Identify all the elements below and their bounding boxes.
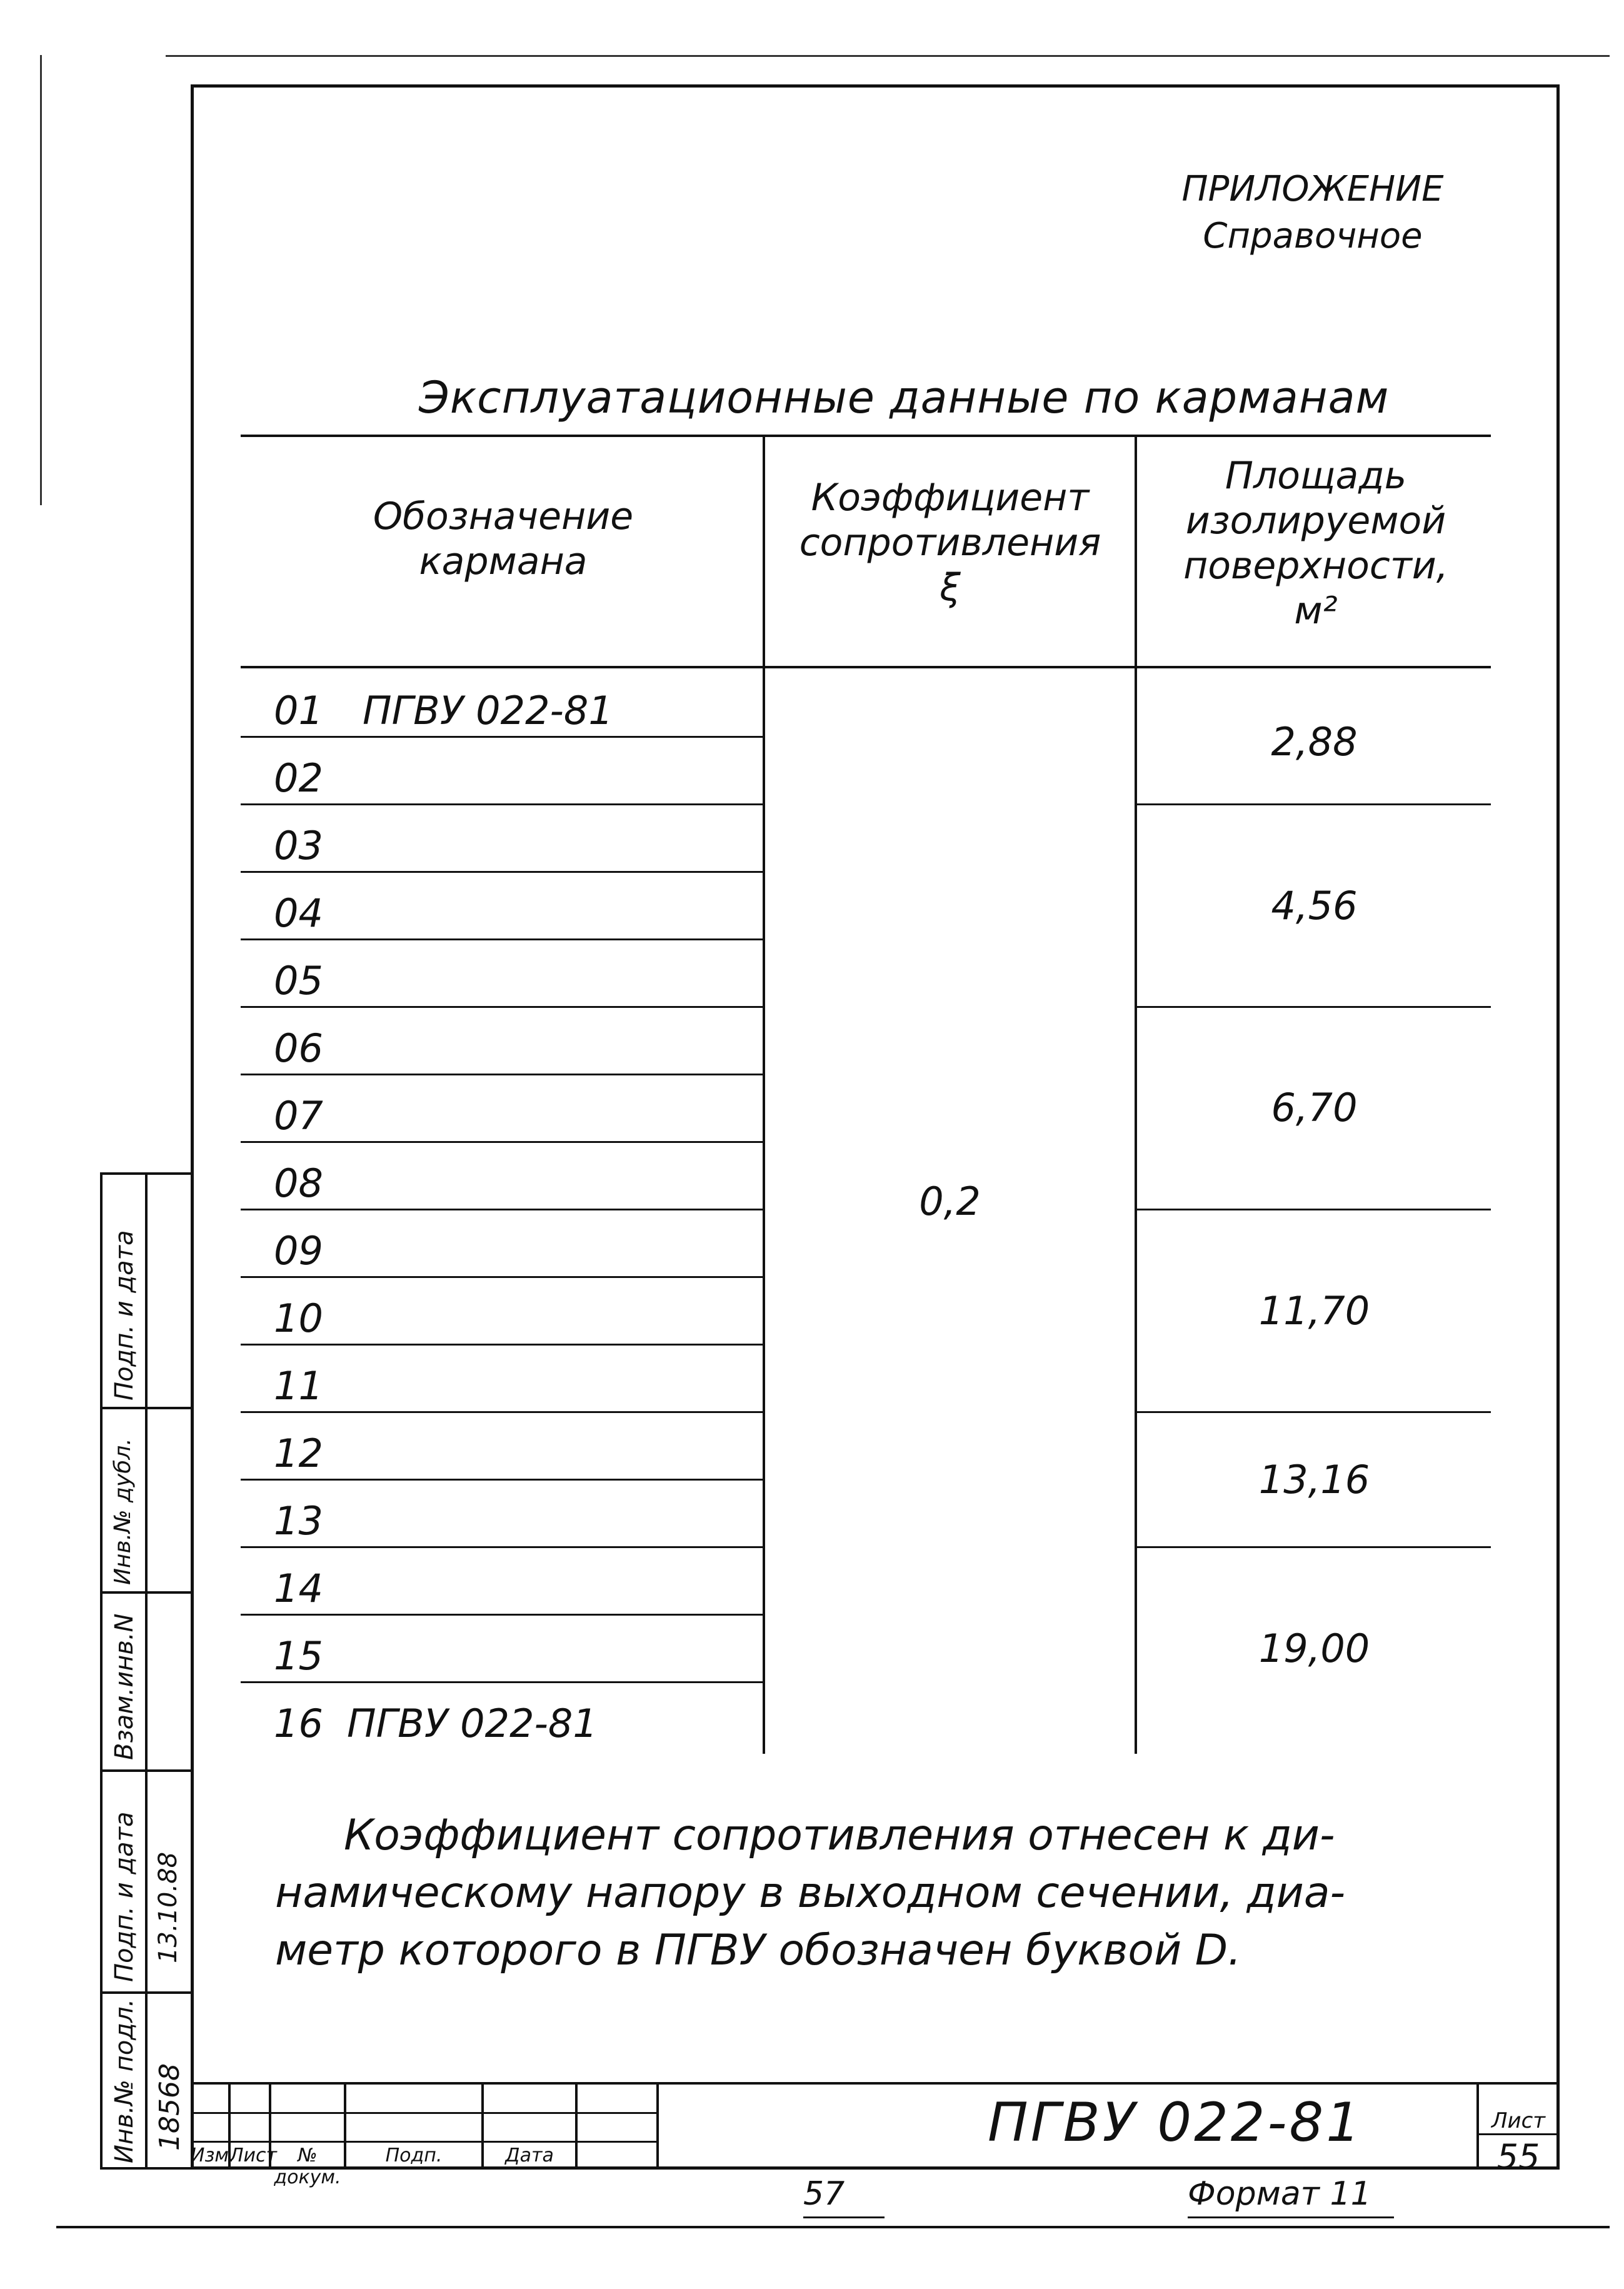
row-number: 09 bbox=[274, 1228, 323, 1274]
header-area-line3: поверхности, bbox=[1183, 544, 1448, 588]
row-number: 11 bbox=[274, 1363, 323, 1409]
row-separator bbox=[241, 1006, 763, 1008]
row-number: 16 bbox=[274, 1701, 323, 1746]
appendix-subtitle: Справочное bbox=[1203, 216, 1423, 256]
appendix-title: ПРИЛОЖЕНИЕ bbox=[1181, 169, 1444, 209]
header-designation-line1: Обозначение bbox=[373, 495, 634, 538]
area-group-separator bbox=[1135, 1006, 1491, 1008]
row-number: 10 bbox=[274, 1295, 323, 1341]
row-separator bbox=[241, 1614, 763, 1616]
row-number: 15 bbox=[274, 1633, 323, 1679]
title-block-row-line bbox=[191, 2112, 656, 2114]
side-stamp-divider bbox=[145, 1172, 148, 2170]
side-stamp-separator bbox=[100, 1769, 191, 1772]
title-block-col-sign: Подп. bbox=[385, 2145, 443, 2166]
header-designation bbox=[250, 494, 756, 584]
area-group-separator bbox=[1135, 1411, 1491, 1413]
row-separator bbox=[241, 871, 763, 873]
stamp-label-replaced-inv: Взам.инв.N bbox=[110, 1613, 139, 1760]
row-separator bbox=[241, 1411, 763, 1413]
table-header-bottom-border bbox=[241, 666, 1491, 668]
title-block-col-change: Изм. bbox=[191, 2145, 235, 2166]
row-separator bbox=[241, 938, 763, 940]
stamp-label-inv-dup: Инв.№ дубл. bbox=[110, 1438, 136, 1585]
row-separator bbox=[241, 1479, 763, 1481]
area-value: 4,56 bbox=[1271, 883, 1358, 928]
row-number: 13 bbox=[274, 1498, 323, 1544]
row-separator bbox=[241, 1344, 763, 1346]
stamp-label-sign-date: Подп. и дата bbox=[110, 1811, 139, 1982]
header-area-line2: изолируемой bbox=[1185, 499, 1446, 543]
title-block-col-date: Дата bbox=[505, 2145, 554, 2166]
row-number: 12 bbox=[274, 1431, 323, 1476]
title-block-col-doc: № докум. bbox=[274, 2145, 341, 2188]
side-stamp-separator bbox=[100, 1591, 191, 1594]
note-line-2: намическому напору в выходном сечении, диа- bbox=[275, 1868, 1346, 1918]
stamp-label-inv-orig: Инв.№ подл. bbox=[110, 1998, 139, 2163]
sheet-label: Лист bbox=[1491, 2108, 1546, 2133]
header-coefficient-line1: Коэффициент bbox=[811, 476, 1090, 520]
title-block-sheet-line bbox=[1476, 2133, 1560, 2135]
row-number: 06 bbox=[274, 1025, 323, 1071]
row-separator bbox=[241, 1546, 763, 1548]
area-value: 19,00 bbox=[1258, 1626, 1370, 1671]
page-number: 57 bbox=[803, 2175, 845, 2213]
header-area bbox=[1138, 453, 1494, 633]
header-coefficient-line2: сопротивления bbox=[799, 521, 1101, 565]
row-separator bbox=[241, 803, 763, 805]
area-group-separator bbox=[1135, 1209, 1491, 1210]
header-designation-line2: кармана bbox=[419, 540, 588, 583]
title-block-row-line bbox=[191, 2141, 656, 2143]
row-number: 04 bbox=[274, 890, 323, 936]
header-area-unit: м² bbox=[1294, 589, 1338, 633]
row-separator bbox=[241, 1141, 763, 1143]
stamp-inv-number: 18568 bbox=[154, 2063, 186, 2151]
header-coefficient bbox=[766, 475, 1135, 610]
area-value: 11,70 bbox=[1258, 1288, 1370, 1334]
row-number: 02 bbox=[274, 755, 323, 801]
document-code: ПГВУ 022-81 bbox=[988, 2091, 1363, 2154]
row-number: 14 bbox=[274, 1566, 323, 1611]
column-divider-1 bbox=[763, 435, 765, 1754]
header-coefficient-symbol: ξ bbox=[940, 566, 961, 610]
side-stamp-separator bbox=[100, 1407, 191, 1409]
area-group-separator bbox=[1135, 803, 1491, 805]
table-top-border bbox=[241, 435, 1491, 437]
row-number: 08 bbox=[274, 1160, 323, 1206]
header-area-line1: Площадь bbox=[1225, 454, 1407, 498]
area-value: 13,16 bbox=[1258, 1457, 1370, 1502]
table-title: Эксплуатационные данные по карманам bbox=[419, 372, 1390, 423]
row-designation: ПГВУ 022-81 bbox=[347, 1701, 598, 1746]
area-group-separator bbox=[1135, 1546, 1491, 1548]
format-underline bbox=[1188, 2216, 1394, 2218]
page-number-underline bbox=[803, 2216, 885, 2218]
row-separator bbox=[241, 1681, 763, 1683]
top-border-line bbox=[166, 55, 1610, 57]
note-line-1: Коэффициент сопротивления отнесен к ди- bbox=[344, 1811, 1335, 1860]
row-number: 07 bbox=[274, 1093, 323, 1139]
row-number: 01 bbox=[274, 688, 323, 733]
title-block-top-border bbox=[191, 2082, 1560, 2085]
sheet-number: 55 bbox=[1496, 2137, 1540, 2176]
left-margin-mark bbox=[40, 55, 42, 505]
row-separator bbox=[241, 736, 763, 738]
coefficient-value: 0,2 bbox=[919, 1179, 981, 1224]
bottom-border-line bbox=[56, 2226, 1610, 2228]
area-value: 2,88 bbox=[1271, 719, 1358, 765]
format-label: Формат 11 bbox=[1188, 2175, 1371, 2213]
row-separator bbox=[241, 1209, 763, 1210]
note-paragraph bbox=[275, 1807, 1519, 1980]
title-block-col-sheet: Лист bbox=[229, 2145, 278, 2166]
stamp-label-sign-date-2: Подп. и дата bbox=[110, 1230, 139, 1401]
row-designation: ПГВУ 022-81 bbox=[363, 688, 613, 733]
note-line-3: метр которого в ПГВУ обозначен буквой D. bbox=[275, 1926, 1241, 1975]
row-number: 03 bbox=[274, 823, 323, 868]
area-value: 6,70 bbox=[1271, 1085, 1358, 1130]
row-separator bbox=[241, 1074, 763, 1075]
stamp-sign-date: 13.10.88 bbox=[154, 1851, 183, 1963]
side-stamp-separator bbox=[100, 1991, 191, 1994]
row-number: 05 bbox=[274, 958, 323, 1004]
title-block-col-line bbox=[656, 2082, 659, 2170]
row-separator bbox=[241, 1276, 763, 1278]
